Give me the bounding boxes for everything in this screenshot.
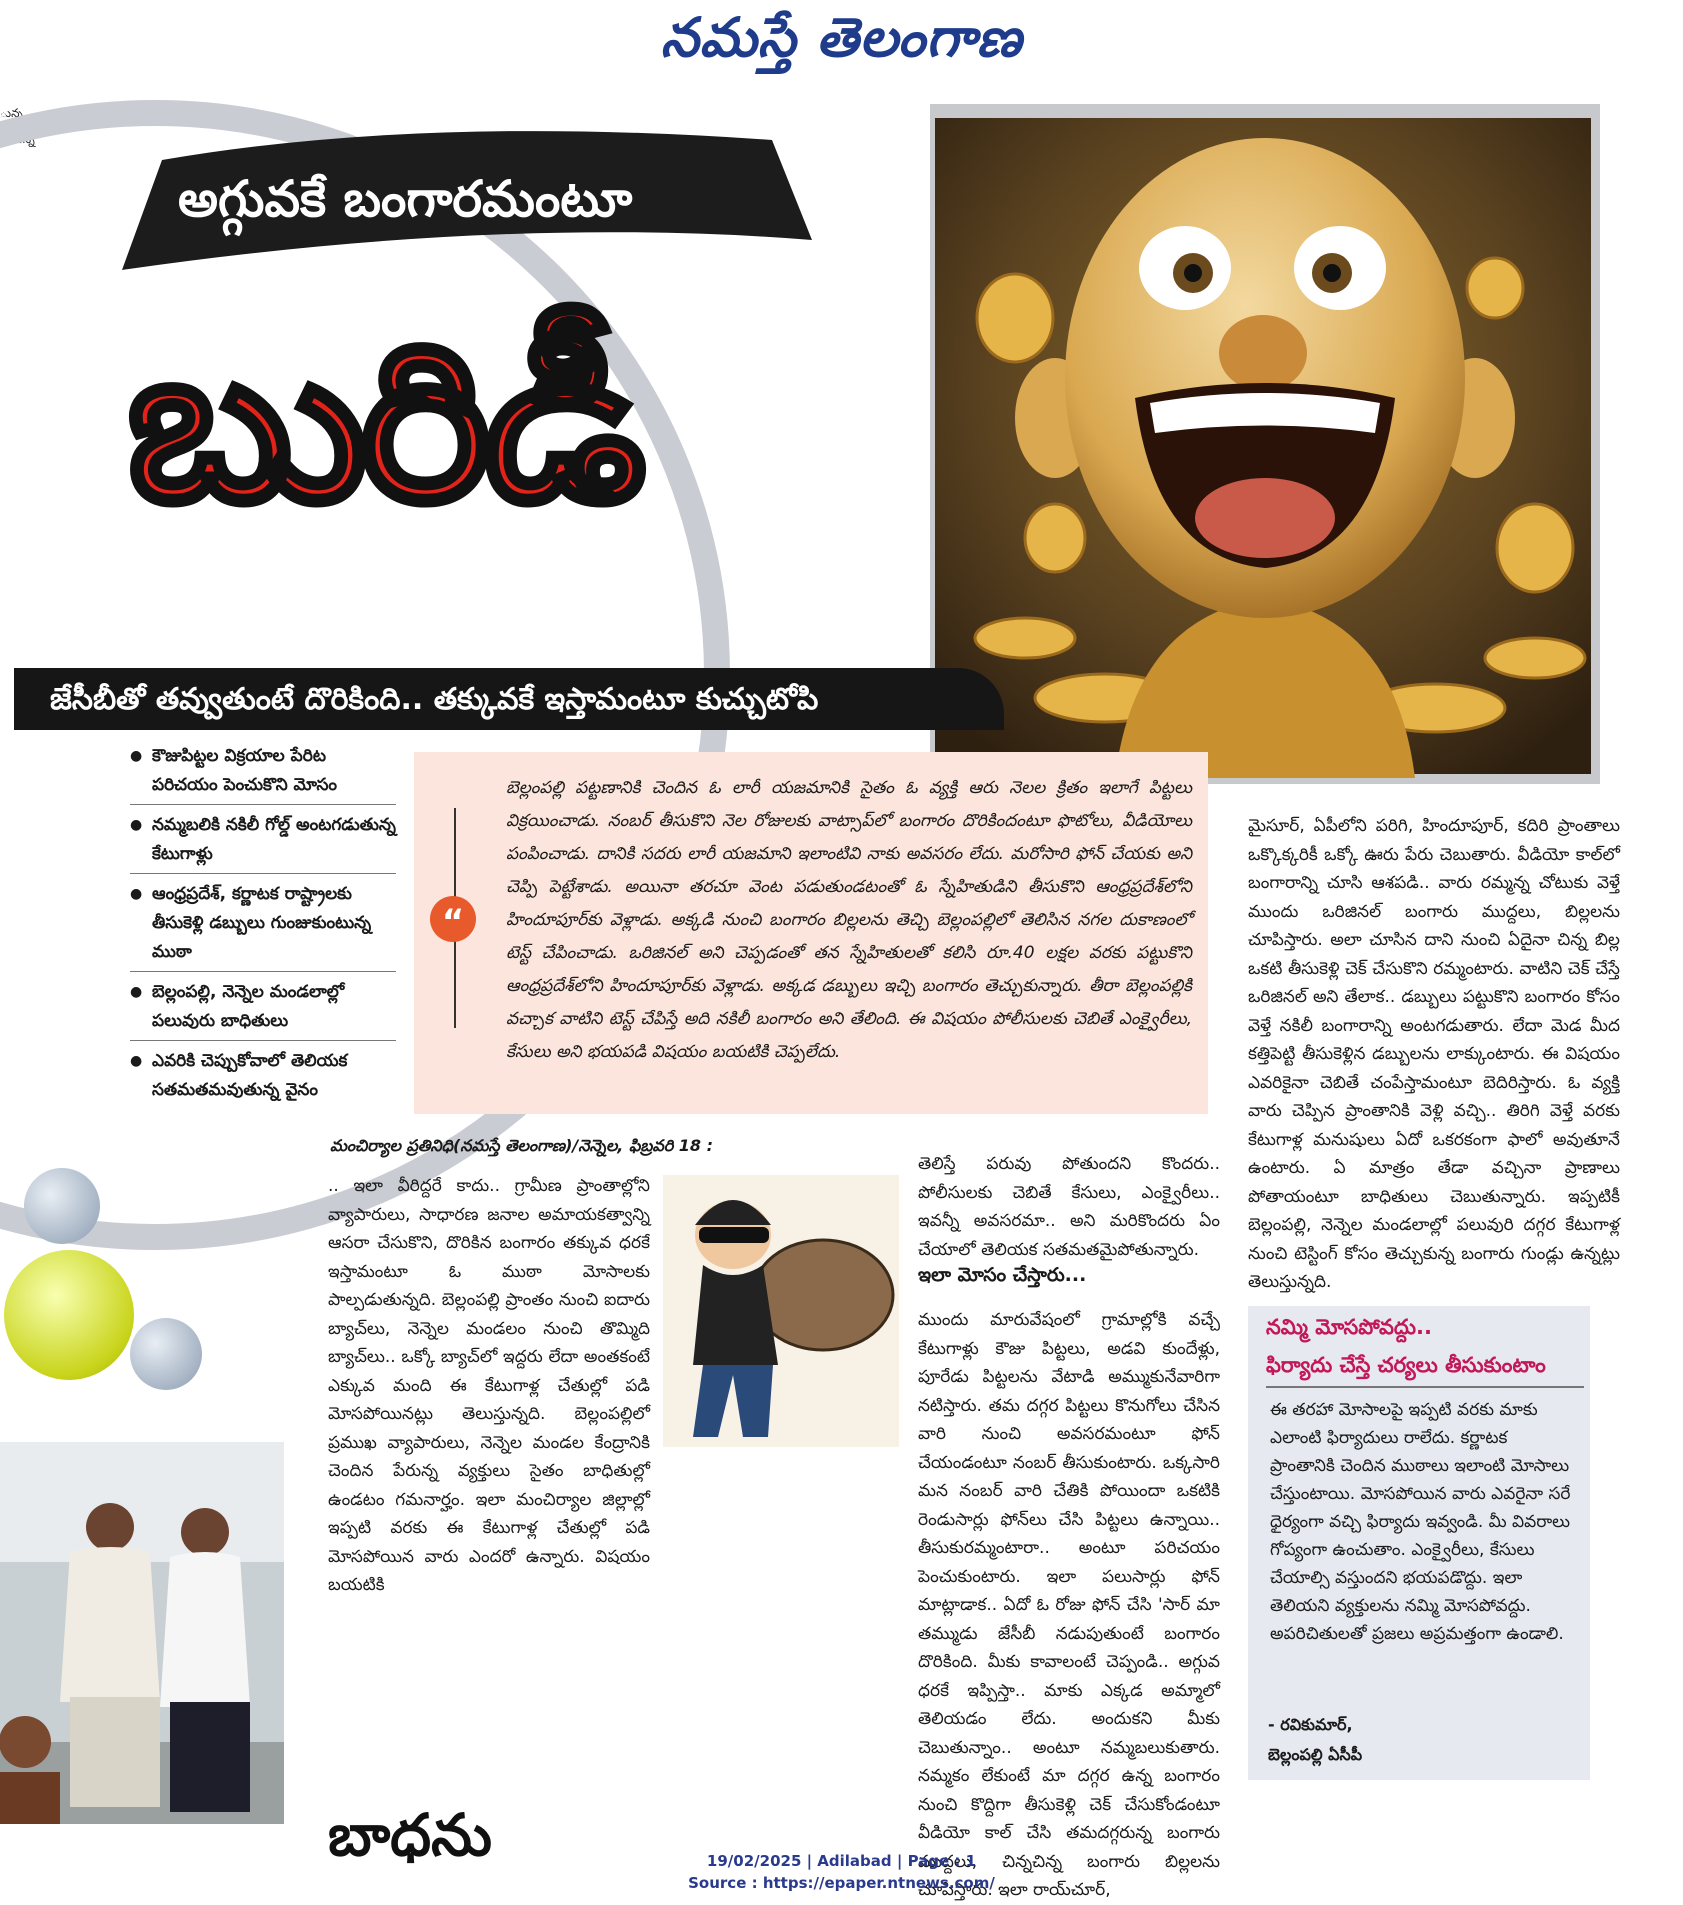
strapline: జేసీబీతో తవ్వుతుంటే దొరికింది.. తక్కువకే ఇస్తామంటూ కుచ్చుటోపి	[50, 682, 819, 717]
quote-text: బెల్లంపల్లి పట్టణానికి చెందిన ఓ లారీ యజమానికి సైతం ఓ వ్యక్తి ఆరు నెలల క్రితం ఇలాగే పిట్టలు విక్రయించాడు. నంబర్ తీసుకొని నెల రోజులకు వాట్సాప్‌లో బంగారం దొరికిందంటూ ఫొటోలు, వీడియోలు పంపించాడు. దానికి సదరు లారీ యజమాని ఇలాంటివి నాకు అవసరం లేదు. మరోసారి ఫోన్ చేయకు అని చెప్పి పెట్టేశాడు. అయినా తరచూ వెంట పడుతుండటంతో ఓ స్నేహితుడిని తీసుకొని ఆంధ్రప్రదేశ్‌లోని హిందూపూర్‌కు వెళ్లాడు. అక్కడి నుంచి బంగారం బిల్లలను తెచ్చి బెల్లంపల్లిలో తెలిసిన నగల దుకాణంలో టెస్ట్ చేపించాడు. ఒరిజినల్ అని చెప్పడంతో తన స్నేహితులతో కలిసి రూ.40 లక్షల వరకు పట్టుకొని ఆంధ్రప్రదేశ్‌లోని హిందూపూర్‌కు వెళ్లాడు. అక్కడ డబ్బులు ఇచ్చి బంగారం తెచ్చుకున్నారు. తీరా బెల్లంపల్లికి వచ్చాక వాటిని టెస్ట్ చేపిస్తే అది నకిలీ బంగారం అని తేలింది. ఈ విషయం పోలీసులకు చెబితే ఎంక్వైరీలు, కేసులు అని భయపడి విషయం బయటికి చెప్పలేదు.	[506, 778, 1192, 1062]
section-subhead: ఇలా మోసం చేస్తారు...	[918, 1264, 1087, 1286]
kicker-text: అగ్గువకే బంగారమంటూ	[178, 170, 633, 228]
quote-icon: “	[430, 896, 476, 942]
police-box-rule	[1266, 1386, 1584, 1388]
police-box-title-line: ఫిర్యాదు చేస్తే చర్యలు తీసుకుంటాం	[1266, 1353, 1546, 1377]
gold-cartoon-photo	[935, 118, 1591, 774]
victims-photo	[0, 1442, 284, 1824]
highlight-item: ● ఎవరికి చెప్పుకోవాలో తెలియక సతమతమవుతున్న వైనం	[130, 1047, 396, 1109]
masthead: నమస్తే తెలంగాణ	[660, 6, 1023, 69]
highlights-list	[130, 742, 396, 1115]
police-box-title	[1266, 1308, 1586, 1384]
body-column-2-text-a: తెలిస్తే పరువు పోతుందని కొందరు.. పోలీసులకు చెబితే కేసులు, ఎంక్వైరీలు.. ఇవన్నీ అవసరమా.. అని మరికొందరు ఏం చేయాలో తెలియక సతమతమైపోతున్నారు.	[918, 1154, 1220, 1260]
highlight-item: ● బెల్లంపల్లి, నెన్నెల మండలాల్లో పలువురు బాధితులు	[130, 978, 396, 1041]
footer-date-edition: 19/02/2025 | Adilabad | Page : 1	[706, 1852, 977, 1870]
decorative-ball	[130, 1318, 202, 1390]
thief-illustration	[663, 1175, 899, 1447]
decorative-ball	[4, 1250, 134, 1380]
main-headline: బురిడీ	[128, 297, 640, 550]
margin-fragment: ున్న	[0, 106, 24, 120]
police-box-title-line: నమ్మి మోసపోవద్దు..	[1266, 1315, 1432, 1339]
footer-source: Source : https://epaper.ntnews.com/	[688, 1874, 995, 1892]
decorative-ball	[24, 1168, 100, 1244]
dateline: మంచిర్యాల ప్రతినిధి(నమస్తే తెలంగాణ)/నెన్నెల, ఫిబ్రవరి 18 :	[330, 1136, 713, 1155]
police-box-text: ఈ తరహా మోసాలపై ఇప్పటి వరకు మాకు ఎలాంటి ఫిర్యాదులు రాలేదు. కర్ణాటక ప్రాంతానికి చెందిన ముఠాలు ఇలాంటి మోసాలు చేస్తుంటాయి. మోసపోయిన వారు ఎవరైనా సరే ధైర్యంగా వచ్చి ఫిర్యాదు ఇవ్వండి. మీ వివరాలు గోప్యంగా ఉంచుతాం. ఎంక్వైరీలు, కేసులు చేయాల్సి వస్తుందని భయపడొద్దు. ఇలా తెలియని వ్యక్తులను నమ్మి మోసపోవద్దు. అపరిచితులతో ప్రజలు అప్రమత్తంగా ఉండాలి.	[1270, 1400, 1571, 1644]
margin-fragment: ామన్న	[0, 132, 35, 146]
signature-name: - రవికుమార్,	[1268, 1715, 1353, 1734]
highlight-item: ● నమ్మబలికి నకిలీ గోల్డ్ అంటగడుతున్న కేటుగాళ్లు	[130, 811, 396, 874]
signature-title: బెల్లంపల్లి ఏసీపీ	[1268, 1745, 1363, 1764]
body-column-2-text-b: ముందు మారువేషంలో గ్రామాల్లోకి వచ్చే కేటుగాళ్లు కౌజు పిట్టలు, అడవి కుందేళ్లు, పూరేడు పిట్టలను వేటాడి అమ్ముకునేవారిగా నటిస్తారు. తమ దగ్గర పిట్టలు కొనుగోలు చేసిన వారి నుంచి అవసరమంటూ ఫోన్ చేయండంటూ నంబర్ తీసుకుంటారు. ఒక్కసారి మన నంబర్ వారి చేతికి పోయిందా ఒకటికి రెండుసార్లు ఫోన్‌లు చేసి పిట్టలు ఉన్నాయి.. తీసుకురమ్మంటారా.. అంటూ పరిచయం పెంచుకుంటారు. ఇలా పలుసార్లు ఫోన్ మాట్లాడాక.. ఏదో ఓ రోజు ఫోన్ చేసి 'సార్ మా తమ్ముడు జేసీబీ నడుపుతుంటే బంగారం దొరికింది. మీకు కావాలంటే చెప్పండి.. అగ్గువ ధరకే ఇప్పిస్తా.. మాకు ఎక్కడ అమ్మాలో తెలియడం లేదు. అందుకని మీకు చెబుతున్నాం.. అంటూ నమ్మబలుకుతారు. నమ్మకం లేకుంటే మా దగ్గర ఉన్న బంగారం నుంచి కొద్దిగా తీసుకెళ్లి చెక్ చేసుకోండంటూ వీడియో కాల్ చేసి తమదగ్గరున్న బంగారు ముద్దలు, చిన్నచిన్న బంగారు బిల్లలను చూపిస్తారు. ఇలా రాయ్‌చూర్,	[918, 1310, 1220, 1900]
body-column-1: .. ఇలా వీరిద్దరే కాదు.. గ్రామీణ ప్రాంతాల్లోని వ్యాపారులు, సాధారణ జనాల అమాయకత్వాన్ని ఆసరా చేసుకొని, దొరికిన బంగారం తక్కువ ధరకే ఇస్తామంటూ ఓ ముఠా మోసాలకు పాల్పడుతున్నది. బెల్లంపల్లి ప్రాంతం నుంచి ఐదారు బ్యాచ్‌లు, నెన్నెల మండలం నుంచి తొమ్మిది బ్యాచ్‌లు.. ఒక్కో బ్యాచ్‌లో ఇద్దరు లేదా అంతకంటే ఎక్కువ మంది ఈ కేటుగాళ్ల చేతుల్లో పడి మోసపోయినట్లు తెలుస్తున్నది. బెల్లంపల్లిలో ప్రముఖ వ్యాపారులు, నెన్నెల మండల కేంద్రానికి చెందిన పేరున్న వ్యక్తులు సైతం బాధితుల్లో ఉండటం గమనార్హం. ఇలా మంచిర్యాల జిల్లాల్లో ఇప్పటి వరకు ఈ కేటుగాళ్ల చేతుల్లో పడి మోసపోయిన వారు ఎందరో ఉన్నారు. విషయం బయటికి	[328, 1176, 650, 1595]
body-column-2	[918, 1150, 1220, 1264]
body-column-3: మైసూర్, ఏపీలోని పరిగి, హిందూపూర్, కదిరి ప్రాంతాలు ఒక్కొక్కరికీ ఒక్కో ఊరు పేరు చెబుతారు. వీడియో కాల్‌లో బంగారాన్ని చూసి ఆశపడి.. వారు రమ్మన్న చోటుకు వెళ్తే ముందు ఒరిజినల్ బంగారు ముద్దలు, బిల్లలను చూపిస్తారు. అలా చూసిన దాని నుంచి ఏదైనా చిన్న బిల్ల ఒకటి తీసుకెళ్లి చెక్ చేసుకొని రమ్మంటారు. వాటిని చెక్ చేస్తే ఒరిజినల్ అని తేలాక.. డబ్బులు పట్టుకొని బంగారం కోసం వెళ్తే నకిలీ బంగారాన్ని అంటగడుతారు. లేదా మెడ మీద కత్తిపెట్టి తీసుకెళ్లిన డబ్బులను లాక్కుంటారు. ఈ విషయం ఎవరికైనా చెబితే చంపేస్తామంటూ బెదిరిస్తారు. ఓ వ్యక్తి వారు చెప్పిన ప్రాంతానికి వెళ్లి వచ్చి.. తిరిగి వెళ్తే వరకు కేటుగాళ్ల మనుషులు ఏదో ఒకరకంగా ఫాలో అవుతూనే ఉంటారు. ఏ మాత్రం తేడా వచ్చినా ప్రాణాలు పోతాయంటూ బాధితులు చెబుతున్నారు. ఇప్పటికీ బెల్లంపల్లి, నెన్నెల మండలాల్లో పలువురి దగ్గర కేటుగాళ్ల నుంచి టెస్టింగ్ కోసం తెచ్చుకున్న బంగారు గుండ్లు ఉన్నట్లు తెలుస్తున్నది.	[1248, 816, 1620, 1292]
highlight-item: ● ఆంధ్రప్రదేశ్, కర్ణాటక రాష్ట్రాలకు తీసుకెళ్లి డబ్బులు గుంజుకుంటున్న ముఠా	[130, 880, 396, 972]
next-headline-fragment: బాధను	[328, 1801, 492, 1869]
highlight-item: ● కౌజుపిట్టల విక్రయాల పేరిట పరిచయం పెంచుకొని మోసం	[130, 742, 396, 805]
police-signature	[1268, 1710, 1362, 1770]
